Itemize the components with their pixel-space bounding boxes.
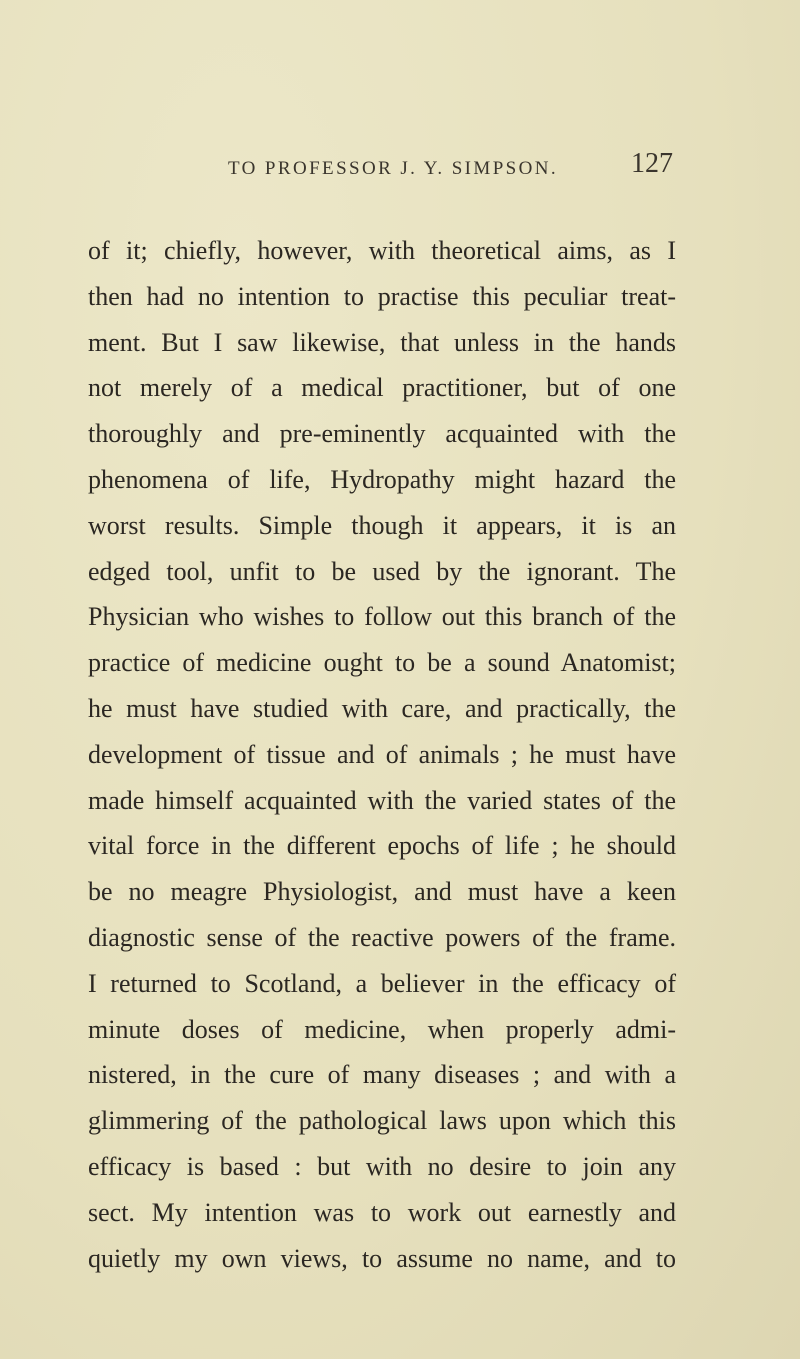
text-line: then had no intention to practise this peculiar treat- <box>88 281 676 311</box>
text-line: quietly my own views, to assume no name, and to <box>88 1243 676 1273</box>
text-line: of it; chiefly, however, with theoretical aims, as I <box>88 236 676 265</box>
text-line: not merely of a medical practitioner, but of one <box>88 373 676 403</box>
page-number: 127 <box>631 148 673 179</box>
text-line: practice of medicine ought to be a sound Anatomist; <box>88 648 676 678</box>
text-line: development of tissue and of animals ; he must have <box>88 739 676 769</box>
text-line: ment. But I saw likewise, that unless in the hands <box>88 327 676 357</box>
text-line: Physician who wishes to follow out this branch of the <box>88 602 676 632</box>
text-line: thoroughly and pre-eminently acquainted with the <box>88 419 676 449</box>
text-line: be no meagre Physiologist, and must have a keen <box>88 877 676 907</box>
text-line: diagnostic sense of the reactive powers of the frame. <box>88 922 676 952</box>
text-line: worst results. Simple though it appears, it is an <box>88 510 676 540</box>
text-line: I returned to Scotland, a believer in the efficacy of <box>88 968 676 998</box>
text-line: edged tool, unfit to be used by the ignorant. The <box>88 556 676 586</box>
text-line: made himself acquainted with the varied states of the <box>88 785 676 815</box>
text-line: phenomena of life, Hydropathy might hazard the <box>88 464 676 494</box>
text-line: efficacy is based : but with no desire to join any <box>88 1151 676 1181</box>
text-line: sect. My intention was to work out earnestly and <box>88 1197 676 1227</box>
running-head: TO PROFESSOR J. Y. SIMPSON. <box>228 158 559 179</box>
text-line: glimmering of the pathological laws upon which this <box>88 1106 676 1136</box>
text-line: he must have studied with care, and practically, the <box>88 693 676 723</box>
text-line: nistered, in the cure of many diseases ; and with a <box>88 1060 676 1090</box>
text-line: minute doses of medicine, when properly admi- <box>88 1014 676 1044</box>
body-text <box>88 228 676 1281</box>
text-line: vital force in the different epochs of life ; he should <box>88 831 676 861</box>
